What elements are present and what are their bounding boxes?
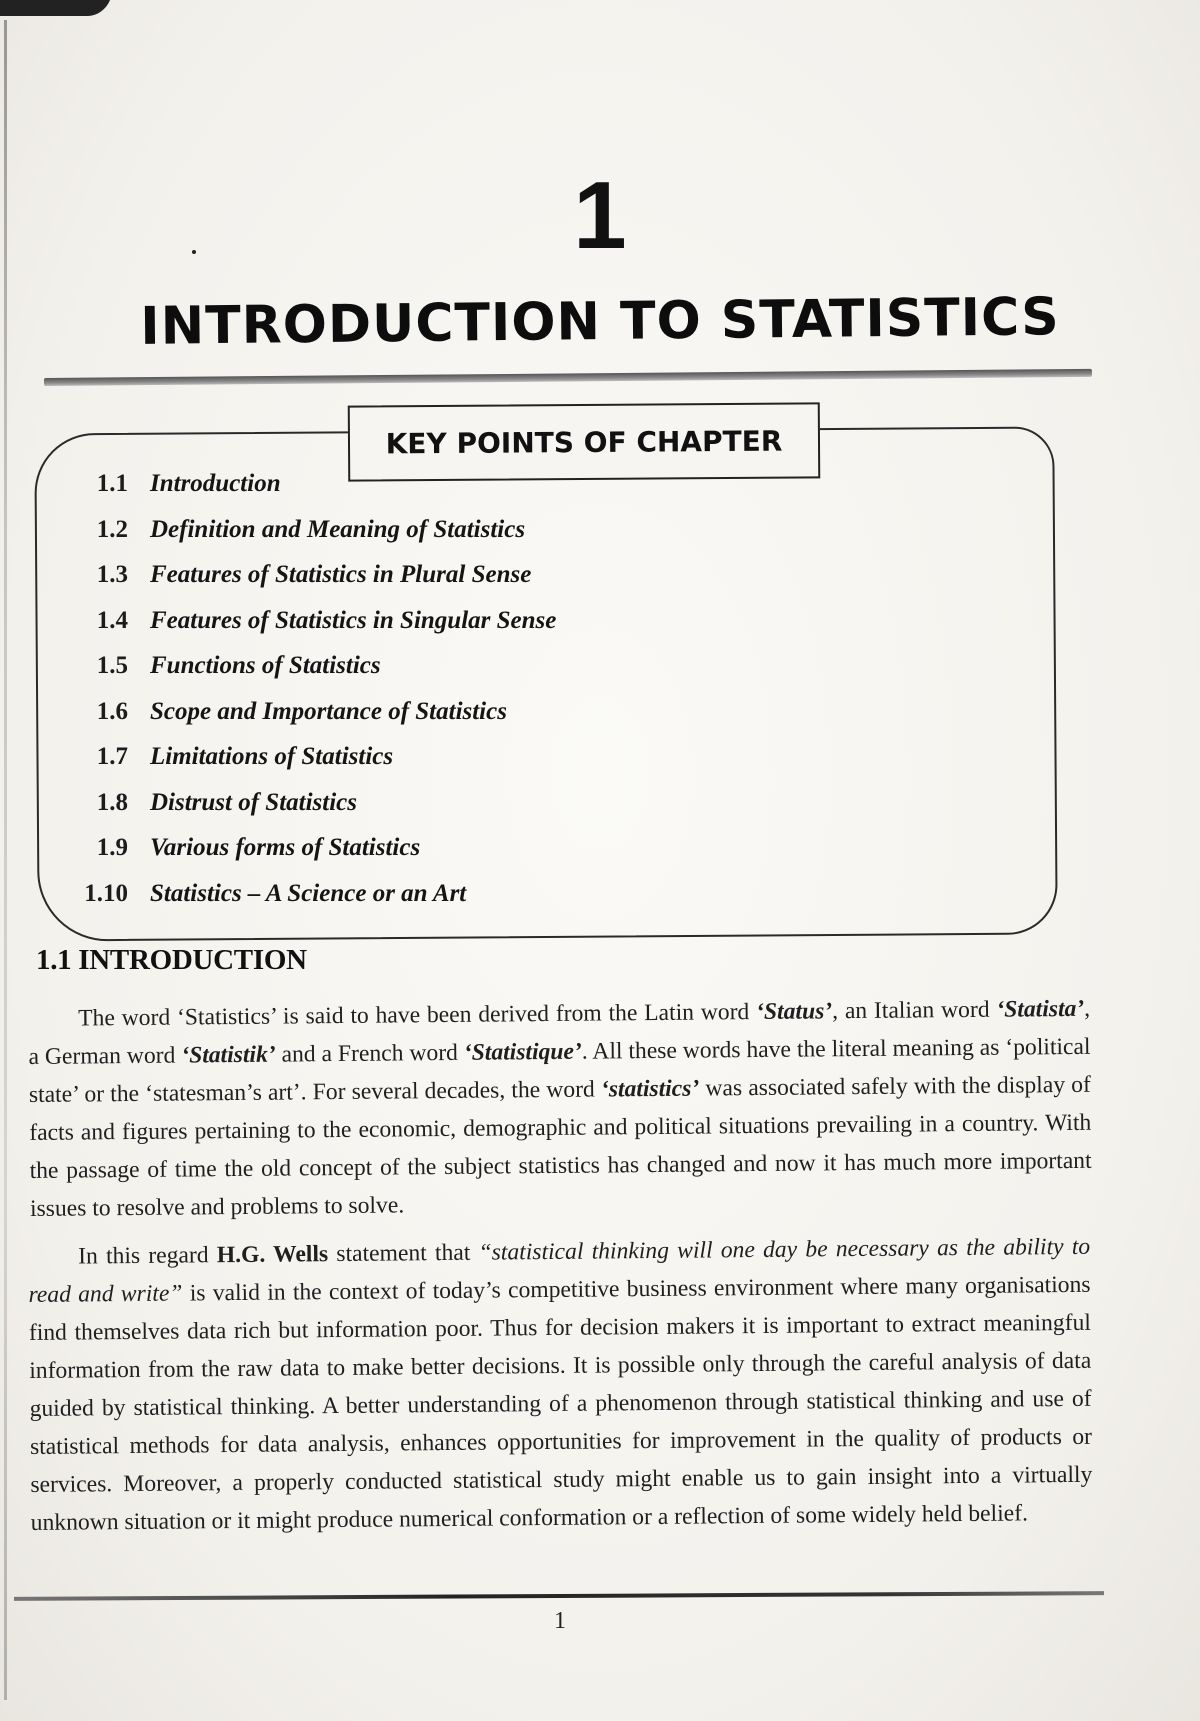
author-name: H.G. Wells	[216, 1241, 329, 1269]
key-point-text: Statistics – A Science or an Art	[150, 879, 467, 907]
key-point-item	[70, 834, 790, 880]
key-point-text: Various forms of Statistics	[150, 834, 421, 861]
emphasized-word: ‘statistics’	[600, 1075, 700, 1103]
paragraph-text: The word ‘Statistics’ is said to have been derived from the Latin word	[78, 999, 757, 1032]
german-word: ‘Statistik’	[181, 1041, 276, 1069]
stray-dot	[192, 250, 196, 254]
key-point-item	[70, 789, 790, 835]
key-point-number: 1.1	[96, 470, 128, 497]
french-word: ‘Statistique’	[463, 1038, 582, 1066]
key-point-text: Scope and Importance of Statistics	[150, 697, 507, 725]
key-point-number: 1.3	[96, 561, 128, 588]
key-point-number: 1.8	[96, 788, 128, 816]
key-points-heading: KEY POINTS OF CHAPTER	[385, 424, 783, 460]
key-point-number: 1.6	[96, 697, 128, 725]
latin-word: ‘Status’	[755, 998, 833, 1026]
section-heading: 1.1 INTRODUCTION	[36, 944, 307, 976]
key-point-number: 1.4	[96, 606, 128, 634]
chapter-number: 1	[573, 162, 627, 269]
paragraph-text: is valid in the context of today’s competitive business environment where many organisations find themselves data rich but information poor. Thus for decision makers it is important to extract meaningful information from the raw data to make better decisions. It is possible only through the careful analysis of data guided by statistical thinking. A better understanding of a phenomenon through statistical thinking and use of statistical methods for data analysis, enhances opportunities for improvement in the quality of products or services. Moreover, a properly conducted statistical study might enable us to gain insight into a virtually unknown situation or it might produce numerical conformation or a reflection of some widely held belief.	[28, 1271, 1093, 1536]
key-point-text: Limitations of Statistics	[150, 743, 394, 770]
page-edge-shadow	[4, 20, 7, 1700]
key-point-number: 1.9	[96, 834, 128, 861]
key-point-text: Features of Statistics in Singular Sense	[150, 606, 557, 634]
key-point-number: 1.10	[84, 879, 128, 907]
paragraph-text: , an Italian word	[832, 996, 997, 1025]
key-point-item	[70, 470, 790, 516]
italian-word: ‘Statista’	[996, 995, 1085, 1023]
page-number: 1	[554, 1608, 566, 1634]
key-point-number: 1.2	[96, 515, 128, 543]
key-point-text: Definition and Meaning of Statistics	[150, 515, 526, 543]
key-point-text: Features of Statistics in Plural Sense	[150, 561, 532, 588]
key-point-number: 1.7	[96, 743, 128, 770]
paragraph-text: and a French word	[275, 1039, 464, 1068]
key-point-item	[70, 607, 790, 653]
key-point-text: Introduction	[150, 470, 281, 497]
chapter-title: INTRODUCTION TO STATISTICS	[140, 287, 1060, 357]
paragraph-text: In this regard	[78, 1242, 217, 1270]
paragraph-2	[28, 1228, 1093, 1542]
paragraph-text: , a German word	[28, 995, 1091, 1070]
key-point-number: 1.5	[96, 652, 128, 679]
key-point-text: Distrust of Statistics	[150, 788, 357, 816]
paragraph-text: . All these words have the literal meaning as ‘political state’ or the ‘statesman’s art’. For several decades, the word	[28, 1033, 1091, 1108]
corner-mark	[0, 0, 110, 16]
quotation: “statistical thinking will one day be necessary as the ability to read and write”	[28, 1233, 1091, 1308]
key-points-list	[70, 470, 790, 925]
key-point-item	[70, 516, 790, 562]
key-point-item	[70, 652, 790, 698]
paragraph-1	[28, 990, 1092, 1228]
paragraph-text: was associated safely with the display of facts and figures pertaining to the economic, demographic and political situations prevailing in a country. With the passage of time the old concept of the subject statistics has changed and now it has much more important issues to resolve and problems to solve.	[29, 1071, 1092, 1222]
paragraph-text: statement that	[328, 1239, 479, 1268]
key-point-item	[70, 880, 790, 926]
key-point-item	[70, 698, 790, 744]
key-point-item	[70, 561, 790, 607]
key-point-item	[70, 743, 790, 789]
key-point-text: Functions of Statistics	[150, 652, 381, 679]
